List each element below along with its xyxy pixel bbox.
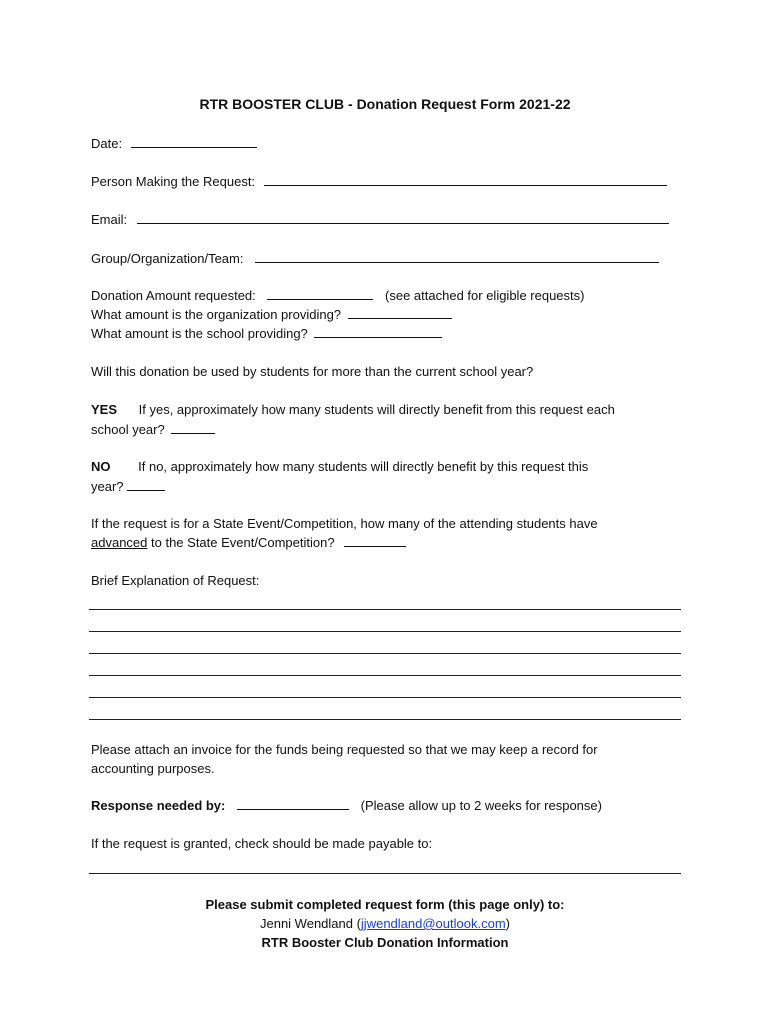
yes-text-2: school year? xyxy=(91,422,165,437)
payable-line[interactable] xyxy=(89,873,681,874)
yes-row xyxy=(91,400,615,419)
explanation-line-5[interactable] xyxy=(89,697,681,698)
email-label: Email: xyxy=(91,212,128,227)
no-row xyxy=(91,457,588,476)
person-row xyxy=(91,172,667,191)
explanation-label: Brief Explanation of Request: xyxy=(91,573,260,588)
response-note: (Please allow up to 2 weeks for response) xyxy=(360,798,602,813)
explanation-line-6[interactable] xyxy=(89,719,681,720)
date-label: Date: xyxy=(91,136,123,151)
response-row xyxy=(91,796,602,815)
contact-line xyxy=(0,914,770,933)
org-amount-label: What amount is the organization providing? xyxy=(91,307,342,322)
date-blank[interactable] xyxy=(131,134,257,148)
person-blank[interactable] xyxy=(264,172,667,186)
invoice-note-2: accounting purposes. xyxy=(91,761,215,776)
yes-blank[interactable] xyxy=(171,420,215,434)
amount-note: (see attached for eligible requests) xyxy=(385,288,585,303)
no-blank[interactable] xyxy=(127,477,165,491)
explanation-line-1[interactable] xyxy=(89,609,681,610)
org-amount-row xyxy=(91,305,452,324)
payable-label: If the request is granted, check should be made payable to: xyxy=(91,836,433,851)
amount-row xyxy=(91,286,584,305)
question-years: Will this donation be used by students for more than the current school year? xyxy=(91,364,534,379)
explanation-line-3[interactable] xyxy=(89,653,681,654)
response-blank[interactable] xyxy=(237,796,349,810)
yes-label: YES xyxy=(91,402,118,417)
form-title: RTR BOOSTER CLUB - Donation Request Form 2021-22 xyxy=(199,96,571,112)
email-blank[interactable] xyxy=(137,210,669,224)
invoice-note: Please attach an invoice for the funds being requested so that we may keep a record for xyxy=(91,742,598,757)
state-event-text-2: to the State Event/Competition? xyxy=(151,535,335,550)
person-label: Person Making the Request: xyxy=(91,174,256,189)
contact-name: Jenni Wendland ( xyxy=(259,916,361,931)
school-amount-blank[interactable] xyxy=(314,324,442,338)
yes-row-2 xyxy=(91,420,215,439)
contact-email-link[interactable]: jjwendland@outlook.com xyxy=(360,916,506,931)
org-amount-blank[interactable] xyxy=(348,305,452,319)
response-label: Response needed by: xyxy=(91,798,226,813)
state-event-blank[interactable] xyxy=(344,533,406,547)
explanation-line-4[interactable] xyxy=(89,675,681,676)
state-event-row-2 xyxy=(91,533,406,552)
no-text: If no, approximately how many students will directly benefit by this request this xyxy=(138,459,589,474)
advanced-word: advanced xyxy=(91,535,148,550)
group-row xyxy=(91,249,659,268)
explanation-line-2[interactable] xyxy=(89,631,681,632)
no-text-2: year? xyxy=(91,479,124,494)
no-label: NO xyxy=(91,459,111,474)
submit-line: Please submit completed request form (this page only) to: xyxy=(205,897,565,912)
school-amount-row xyxy=(91,324,442,343)
email-row xyxy=(91,210,669,229)
group-label: Group/Organization/Team: xyxy=(91,251,244,266)
amount-blank[interactable] xyxy=(267,286,373,300)
info-line: RTR Booster Club Donation Information xyxy=(261,935,509,950)
yes-text: If yes, approximately how many students will directly benefit from this request each xyxy=(138,402,615,417)
school-amount-label: What amount is the school providing? xyxy=(91,326,308,341)
date-row xyxy=(91,134,257,153)
state-event-row: If the request is for a State Event/Competition, how many of the attending students have xyxy=(91,516,598,531)
no-row-2 xyxy=(91,477,165,496)
contact-close: ) xyxy=(505,916,510,931)
group-blank[interactable] xyxy=(255,249,659,263)
amount-label: Donation Amount requested: xyxy=(91,288,256,303)
